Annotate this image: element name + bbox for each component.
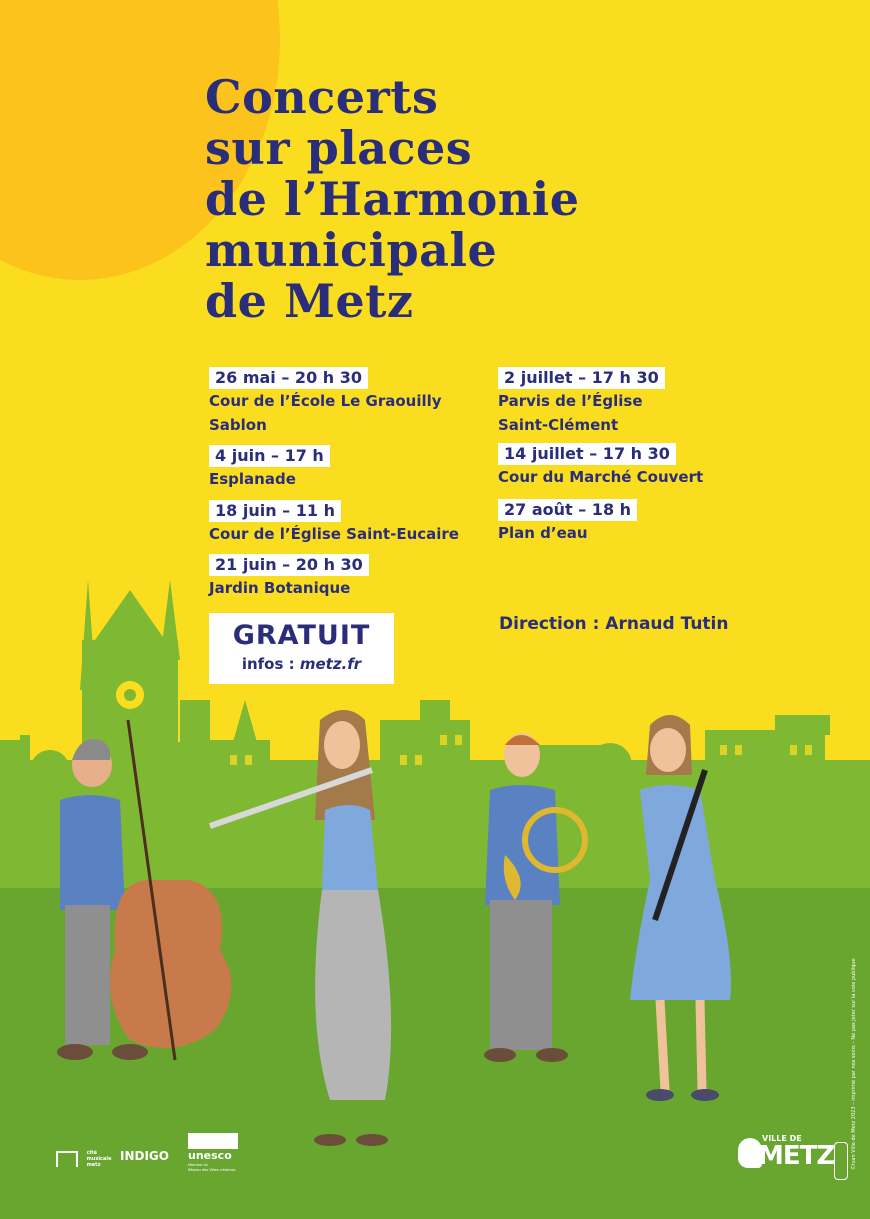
event-venue: Parvis de l’Église (498, 392, 643, 410)
event-venue: Esplanade (209, 470, 296, 488)
event-venue: Cour de l’École Le Graouilly (209, 392, 442, 410)
conductor-credit: Direction : Arnaud Tutin (499, 614, 729, 634)
event-date: 27 août – 18 h (498, 499, 637, 521)
free-label: GRATUIT (232, 620, 371, 651)
infos-prefix: infos : (241, 655, 300, 673)
title-line-5: de Metz (205, 274, 414, 328)
event-4-juin (209, 445, 330, 491)
event-date: 2 juillet – 17 h 30 (498, 367, 665, 389)
infos-url-link[interactable]: metz.fr (299, 655, 362, 673)
event-14-juillet (498, 443, 703, 489)
title-line-3: de l’Harmonie (205, 172, 580, 226)
unesco-temple-icon (188, 1133, 238, 1149)
event-2-juillet (498, 367, 665, 437)
title-line-4: municipale (205, 223, 498, 277)
side-credit (842, 930, 857, 1170)
event-venue: Plan d’eau (498, 524, 588, 542)
event-date: 4 juin – 17 h (209, 445, 330, 467)
event-18-juin (209, 500, 459, 546)
event-date: 26 mai – 20 h 30 (209, 367, 368, 389)
free-entry-box (209, 613, 394, 684)
title-line-2: sur places (205, 121, 473, 175)
cite-line-2: musicale (86, 1155, 112, 1162)
cite-musicale-icon (56, 1151, 78, 1167)
event-date: 14 juillet – 17 h 30 (498, 443, 676, 465)
city-logo-name: METZ (758, 1141, 835, 1171)
event-date: 18 juin – 11 h (209, 500, 341, 522)
event-date: 21 juin – 20 h 30 (209, 554, 369, 576)
poster-title (205, 72, 579, 327)
cite-line-1: cité (86, 1149, 98, 1156)
event-venue: Sablon (209, 416, 267, 434)
city-logo-top: VILLE DE (762, 1134, 802, 1143)
cite-line-3: metz (86, 1161, 101, 1168)
cite-musicale-logo (56, 1148, 111, 1168)
event-venue: Saint-Clément (498, 416, 619, 434)
unesco-logo (188, 1133, 240, 1173)
side-credit-text: ©Ivan Ville de Metz 2023 – imprimé par nos soins – Ne pas jeter sur la voie publique (851, 958, 857, 1170)
title-line-1: Concerts (205, 70, 439, 124)
event-venue: Cour du Marché Couvert (498, 468, 704, 486)
event-26-mai (209, 367, 442, 437)
event-27-aout (498, 499, 637, 545)
unesco-label: unesco (188, 1149, 232, 1162)
unesco-sub-1: Membre du (188, 1163, 208, 1167)
unesco-sub-2: Réseau des Villes créatives (188, 1168, 236, 1172)
rose-window (116, 681, 144, 709)
infos-line (209, 653, 394, 675)
event-venue: Cour de l’Église Saint-Eucaire (209, 525, 459, 543)
indigo-logo: INDIGO (120, 1149, 169, 1163)
event-venue: Jardin Botanique (209, 579, 351, 597)
event-21-juin (209, 554, 369, 600)
